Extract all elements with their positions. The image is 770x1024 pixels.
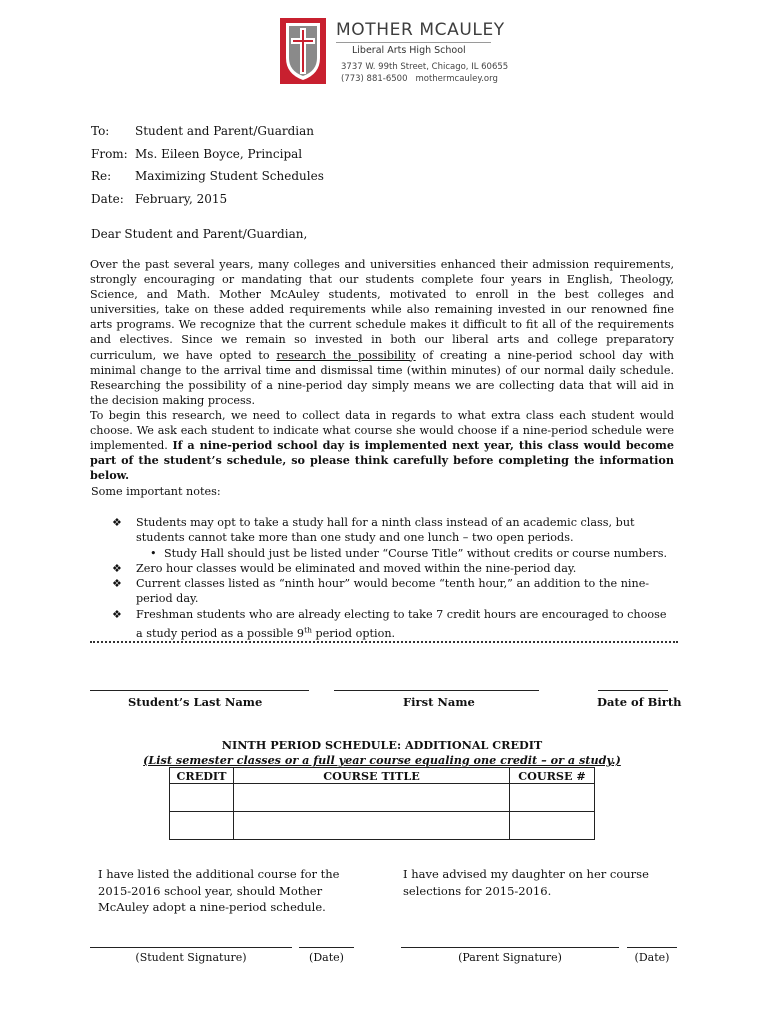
list-item — [112, 546, 676, 561]
course-title-cell[interactable] — [234, 784, 510, 812]
first-name-line[interactable] — [334, 690, 539, 691]
intro-text-end: of creating a nine-period school day with minimal change to the arrival time and dismissal time (within minutes) of our normal daily schedule. Researching the possibility of a nine-period day simply means we are collecting data that will aid in the decision making process. — [90, 348, 674, 407]
memo-re-value: Maximizing Student Schedules — [135, 169, 324, 183]
school-name: MOTHER MCAULEY — [336, 20, 505, 40]
cut-line-divider — [90, 641, 678, 643]
student-date-caption: (Date) — [309, 951, 344, 964]
note-text-part: period option. — [311, 626, 396, 640]
last-name-label: Student’s Last Name — [128, 695, 263, 709]
diamond-bullet-icon: ❖ — [112, 516, 122, 529]
greeting: Dear Student and Parent/Guardian, — [91, 227, 308, 241]
note-text-part: Freshman students who are already electing to take 7 credit hours are encouraged to choose a study period as a possible 9 — [136, 607, 667, 640]
parent-date-line[interactable] — [627, 947, 677, 948]
memo-from-label: From: — [91, 147, 128, 161]
note-text: Zero hour classes would be eliminated and moved within the nine-period day. — [136, 561, 577, 575]
school-phone: (773) 881-6500 — [341, 74, 408, 84]
notes-heading: Some important notes: — [91, 485, 221, 498]
list-item — [112, 561, 676, 576]
table-header-row — [170, 768, 595, 784]
table-row — [170, 812, 595, 840]
note-text: Study Hall should just be listed under “Course Title” without credits or course numbers. — [164, 546, 668, 560]
credit-header: CREDIT — [170, 768, 234, 784]
list-item — [112, 576, 676, 607]
schedule-title: NINTH PERIOD SCHEDULE: ADDITIONAL CREDIT — [221, 738, 543, 752]
first-name-label: First Name — [403, 695, 475, 709]
parent-statement: I have advised my daughter on her course selections for 2015-2016. — [403, 867, 649, 898]
schedule-table — [169, 767, 595, 840]
school-subtitle: Liberal Arts High School — [352, 45, 466, 56]
notes-list — [112, 515, 676, 641]
memo-date-label: Date: — [91, 192, 124, 206]
diamond-bullet-icon: ❖ — [112, 561, 122, 575]
parent-signature-line[interactable] — [401, 947, 619, 948]
dob-line[interactable] — [598, 690, 668, 691]
parent-date-caption: (Date) — [634, 951, 670, 964]
note-text — [136, 608, 666, 640]
research-paragraph — [90, 408, 674, 483]
memo-to-label: To: — [91, 124, 110, 138]
table-row — [170, 784, 595, 812]
school-contact — [341, 74, 498, 84]
school-address: 3737 W. 99th Street, Chicago, IL 60655 — [341, 62, 509, 72]
dob-label: Date of Birth — [597, 695, 682, 709]
student-date-line[interactable] — [299, 947, 354, 948]
course-number-cell[interactable] — [510, 812, 595, 840]
note-text: Students may opt to take a study hall for a ninth class instead of an academic class, but students cannot take more than one study and one lunch – two open periods. — [136, 516, 635, 545]
research-link-text: research the possibility — [276, 348, 416, 362]
list-item — [112, 607, 676, 641]
schedule-instructions: (List semester classes or a full year course equaling one credit – or a study.) — [143, 753, 621, 767]
course-number-cell[interactable] — [510, 784, 595, 812]
course-number-header: COURSE # — [510, 768, 595, 784]
diamond-bullet-icon: ❖ — [112, 577, 122, 591]
note-text: Current classes listed as “ninth hour” would become “tenth hour,” an addition to the nine-period day. — [136, 577, 650, 606]
memo-from-value: Ms. Eileen Boyce, Principal — [135, 147, 303, 161]
letterhead-divider — [336, 42, 491, 43]
ordinal-suffix: th — [304, 625, 312, 635]
school-website: mothermcauley.org — [415, 74, 498, 84]
course-title-header: COURSE TITLE — [234, 768, 510, 784]
student-signature-line[interactable] — [90, 947, 292, 948]
last-name-line[interactable] — [90, 690, 309, 691]
memo-date-value: February, 2015 — [135, 192, 228, 206]
research-text: To begin this research, we need to collect data in regards to what extra class each student would choose. We ask each student to indicate what course she would choose if a nine-period schedule were implemented. — [90, 409, 674, 453]
intro-paragraph — [90, 257, 674, 408]
student-signature-caption: (Student Signature) — [135, 951, 247, 964]
credit-cell[interactable] — [170, 812, 234, 840]
list-item — [112, 515, 676, 546]
research-emphasis: If a nine-period school day is implemented next year, this class would become part of the student’s schedule, so please think carefully before completing the information below. — [90, 438, 674, 483]
course-title-cell[interactable] — [234, 812, 510, 840]
school-crest-logo — [280, 18, 326, 84]
memo-re-label: Re: — [91, 169, 112, 183]
intro-text-start: Over the past several years, many colleges and universities enhanced their admission requirements, strongly encouraging or mandating that our students complete four years in English, Theology, Science, and Math. Mother McAuley students, motivated to enroll in the best colleges and universities, take on these added requirements while also remaining invested in our renowned fine arts programs. We recognize that the current schedule makes it difficult to fit all of the requirements and electives. Since we remain so invested in both our liberal arts and college preparatory curriculum, we have opted to — [90, 258, 674, 362]
bullet-icon: • — [150, 546, 157, 560]
diamond-bullet-icon: ❖ — [112, 607, 122, 621]
parent-signature-caption: (Parent Signature) — [458, 951, 562, 964]
credit-cell[interactable] — [170, 784, 234, 812]
memo-to-value: Student and Parent/Guardian — [135, 124, 315, 138]
student-statement: I have listed the additional course for the 2015-2016 school year, should Mother McAuley adopt a nine-period schedule. — [98, 867, 340, 914]
